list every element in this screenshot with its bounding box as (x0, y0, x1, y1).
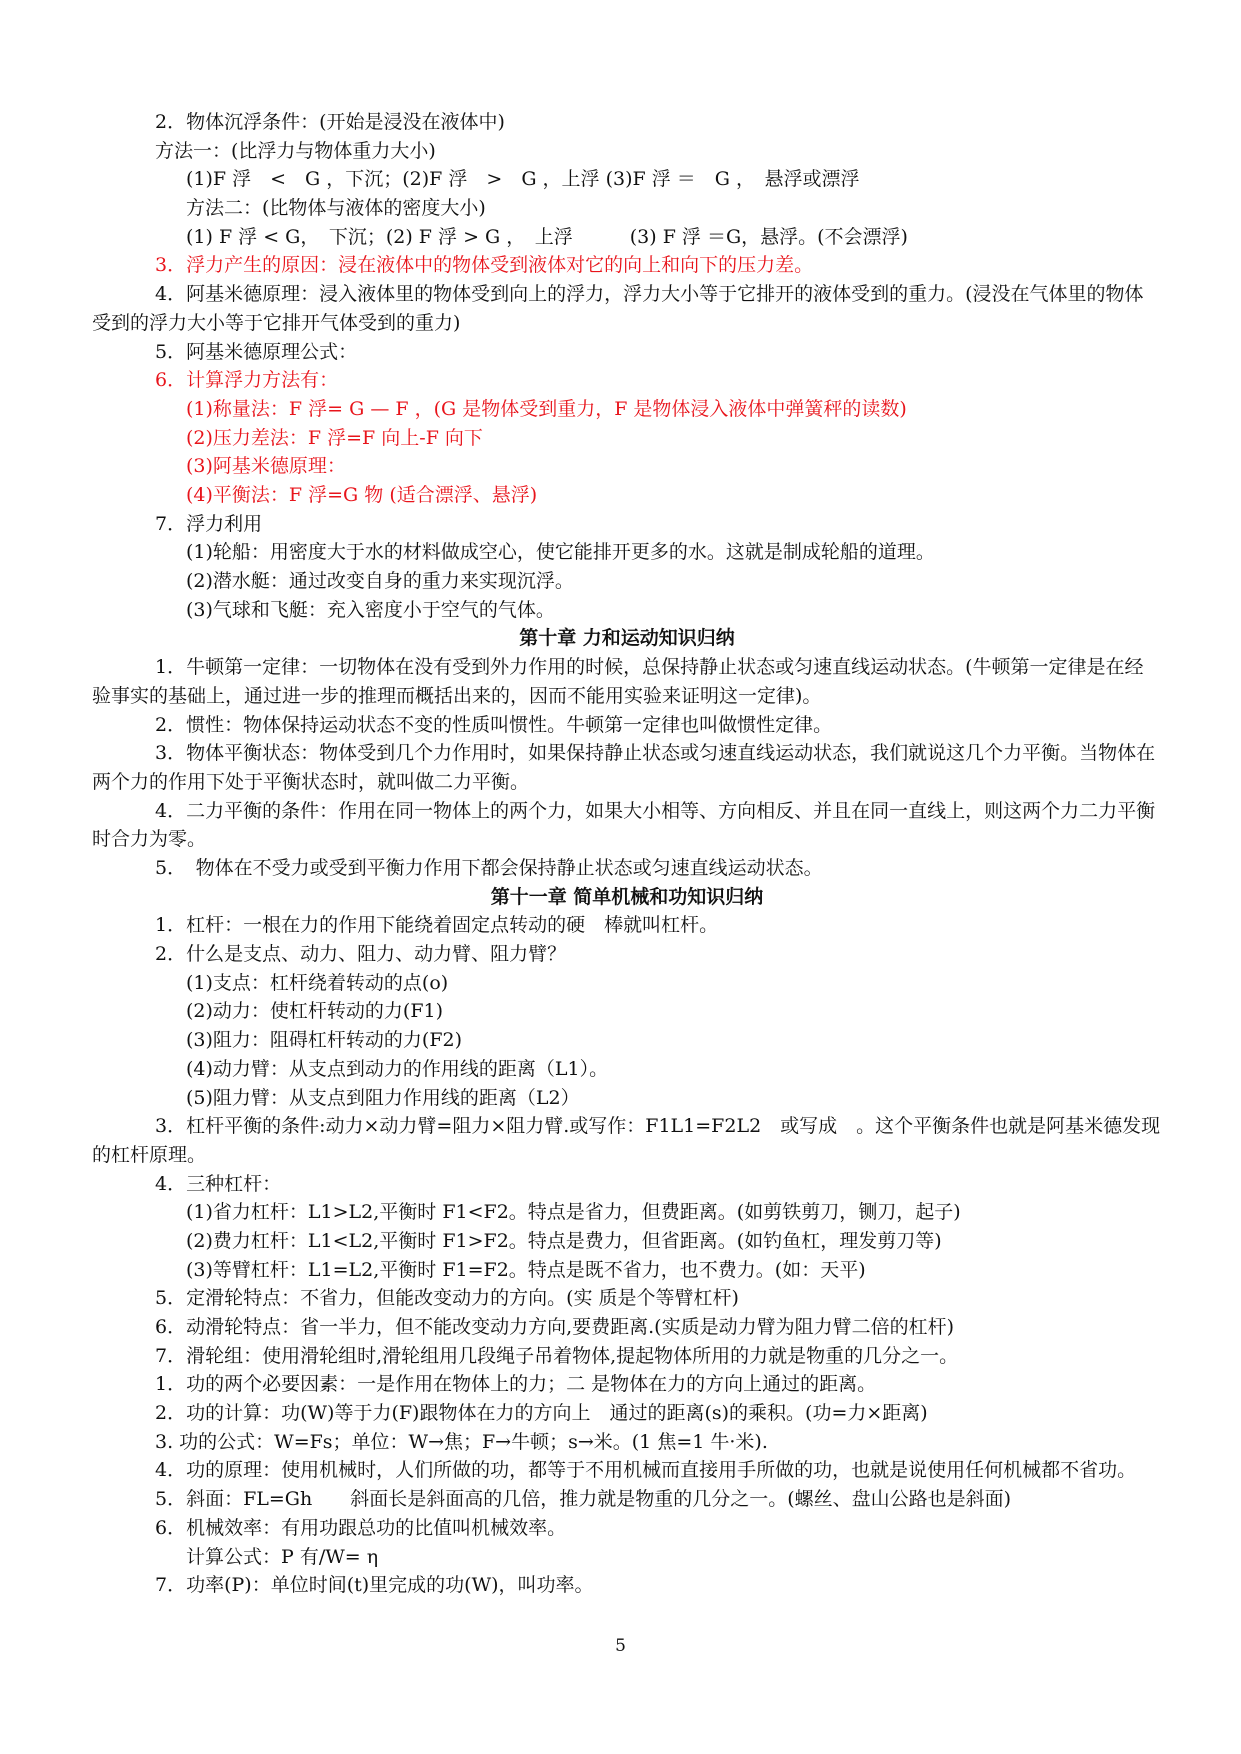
text-line: (4)动力臂：从支点到动力的作用线的距离（L1）。 (186, 1057, 609, 1080)
text-line: 2．物体沉浮条件：(开始是浸没在液体中) (155, 111, 505, 133)
text-line: (3)阻力：阻碍杠杆转动的力(F2) (186, 1029, 463, 1052)
text-line: 5． 物体在不受力或受到平衡力作用下都会保持静止状态或匀速直线运动状态。 (155, 857, 823, 879)
text-line-highlighted: (1)称量法：F 浮= G — F ，(G 是物体受到重力，F 是物体浸入液体中弹簧秤的读数) (186, 397, 907, 420)
text-paragraph: 3．物体平衡状态：物体受到几个力作用时，如果保持静止状态或匀速直线运动状态，我们就说这几个力平衡。当物体在两个力的作用下处于平衡状态时，就叫做二力平衡。 (92, 742, 1156, 793)
text-line: 4．三种杠杆： (155, 1172, 282, 1195)
text-line-highlighted: (2)压力差法：F 浮=F 向上-F 向下 (186, 426, 483, 449)
text-line: (2)潜水艇：通过改变自身的重力来实现沉浮。 (186, 570, 574, 593)
text-line: 7．功率(P)：单位时间(t)里完成的功(W)，叫功率。 (155, 1574, 594, 1597)
text-line: 计算公式：P 有/W= η (186, 1545, 379, 1568)
text-line: (1)省力杠杆：L1>L2,平衡时 F1<F2。特点是省力，但费距离。(如剪铁剪刀，铡刀，起子) (186, 1201, 961, 1224)
text-line: (3)气球和飞艇：充入密度小于空气的气体。 (186, 598, 555, 621)
text-line: 6．机械效率：有用功跟总功的比值叫机械效率。 (155, 1516, 567, 1539)
text-line: (1)支点：杠杆绕着转动的点(o) (186, 971, 449, 994)
text-line: 1．杠杆：一根在力的作用下能绕着固定点转动的硬 棒就叫杠杆。 (155, 914, 719, 937)
text-line: (1)F 浮 < G ，下沉；(2)F 浮 > G ，上浮 (3)F 浮 ＝ G ， 悬浮或漂浮 (186, 168, 860, 191)
text-paragraph: 4．二力平衡的条件：作用在同一物体上的两个力，如果大小相等、方向相反、并且在同一直线上，则这两个力二力平衡时合力为零。 (92, 799, 1156, 851)
text-paragraph: 4．阿基米德原理：浸入液体里的物体受到向上的浮力，浮力大小等于它排开的液体受到的重力。(浸没在气体里的物体受到的浮力大小等于它排开气体受到的重力) (92, 283, 1144, 334)
text-line: (1) F 浮 < G， 下沉；(2) F 浮 > G ， 上浮 (3) F 浮 ＝G，悬浮。(不会漂浮) (186, 225, 908, 248)
text-paragraph: 4．功的原理：使用机械时，人们所做的功，都等于不用机械而直接用手所做的功，也就是说使用任何机械都不省功。 (155, 1459, 1137, 1482)
text-line-highlighted: 6．计算浮力方法有： (155, 369, 339, 392)
text-line: (1)轮船：用密度大于水的材料做成空心，使它能排开更多的水。这就是制成轮船的道理。 (186, 541, 935, 564)
text-line: 1．功的两个必要因素：一是作用在物体上的力；二 是物体在力的方向上通过的距离。 (155, 1373, 877, 1396)
text-line: 方法一：(比浮力与物体重力大小) (155, 139, 436, 162)
text-line: (3)等臂杠杆：L1=L2,平衡时 F1=F2。特点是既不省力，也不费力。(如：天平) (186, 1258, 866, 1281)
text-line: 2．惯性：物体保持运动状态不变的性质叫惯性。牛顿第一定律也叫做惯性定律。 (155, 713, 833, 736)
text-line: 5．斜面：FL=Gh 斜面长是斜面高的几倍，推力就是物重的几分之一。(螺丝、盘山公路也是斜面) (155, 1488, 1012, 1511)
document-body (92, 108, 1162, 1600)
text-line: 2．什么是支点、动力、阻力、动力臂、阻力臂？ (155, 943, 567, 966)
text-line: (2)动力：使杠杆转动的力(F1) (186, 1000, 444, 1023)
text-line-highlighted: (3)阿基米德原理： (186, 455, 346, 478)
text-line: 5．定滑轮特点：不省力，但能改变动力的方向。(实 质是个等臂杠杆) (155, 1287, 739, 1310)
text-line: 6．动滑轮特点：省一半力，但不能改变动力方向,要费距离.(实质是动力臂为阻力臂二倍的杠杆) (155, 1316, 954, 1339)
text-line: 7．滑轮组：使用滑轮组时,滑轮组用几段绳子吊着物体,提起物体所用的力就是物重的几分之一。 (155, 1344, 959, 1367)
text-line: 方法二：(比物体与液体的密度大小) (186, 197, 486, 220)
text-line-highlighted: 3．浮力产生的原因：浸在液体中的物体受到液体对它的向上和向下的压力差。 (155, 254, 814, 277)
text-line: 3. 功的公式：W=Fs；单位：W→焦；F→牛顿；s→米。(1 焦=1 牛·米). (155, 1430, 768, 1453)
text-line: 5．阿基米德原理公式： (155, 340, 358, 363)
text-line-highlighted: (4)平衡法：F 浮=G 物 (适合漂浮、悬浮) (186, 483, 538, 506)
page-number: 5 (615, 1636, 626, 1656)
text-line: (2)费力杠杆：L1<L2,平衡时 F1>F2。特点是费力，但省距离。(如钓鱼杠，理发剪刀等) (186, 1229, 942, 1252)
text-paragraph: 3．杠杆平衡的条件:动力×动力臂=阻力×阻力臂.或写作：F1L1=F2L2 或写成 。这个平衡条件也就是阿基米德发现的杠杆原理。 (92, 1115, 1161, 1166)
text-line: (5)阻力臂：从支点到阻力作用线的距离（L2） (186, 1086, 580, 1109)
text-line: 2．功的计算：功(W)等于力(F)跟物体在力的方向上 通过的距离(s)的乘积。(功=力×距离) (155, 1402, 928, 1425)
text-paragraph: 1．牛顿第一定律：一切物体在没有受到外力作用的时候，总保持静止状态或匀速直线运动状态。(牛顿第一定律是在经验事实的基础上，通过进一步的推理而概括出来的，因而不能用实验来证明这一定律)。 (92, 656, 1144, 707)
text-line: 7．浮力利用 (155, 512, 263, 535)
chapter-heading: 第十一章 简单机械和功知识归纳 (490, 885, 764, 908)
chapter-heading: 第十章 力和运动知识归纳 (519, 627, 735, 650)
